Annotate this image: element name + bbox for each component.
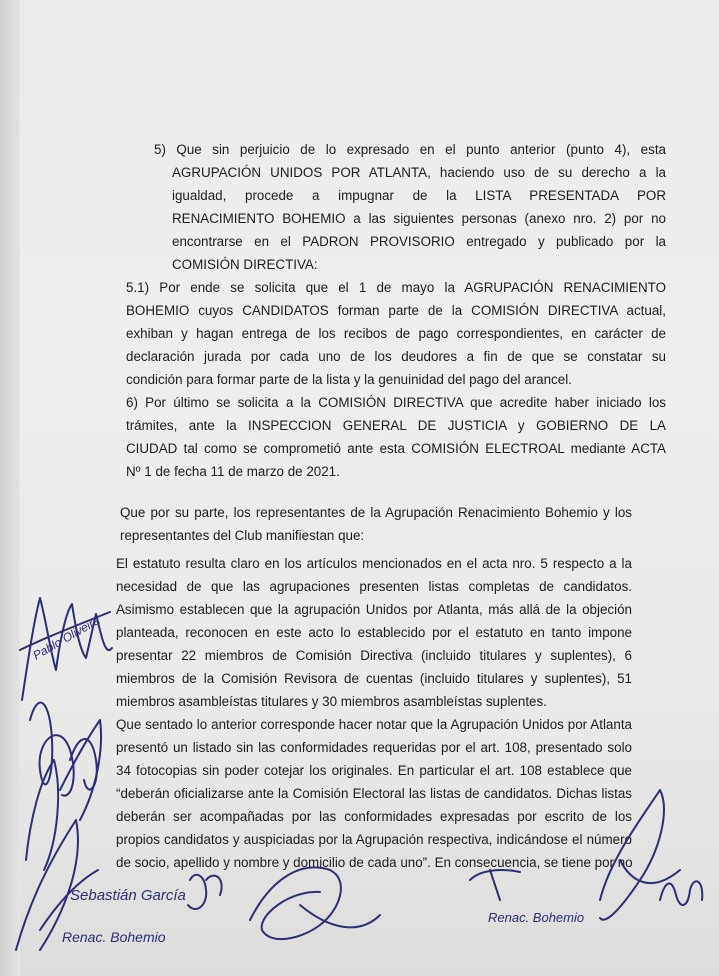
text-line: miembros asambleístas titulares y 30 miembros asambleístas suplentes. (116, 694, 547, 709)
text-line: declaración jurada por cada uno de los deudores a fin de que se constatar su (126, 349, 666, 364)
text-line: de socio, apellido y nombre y domicilio de cada uno”. En consecuencia, se tiene por no (116, 855, 633, 870)
text-line: “deberán oficializarse ante la Comisión Electoral las listas de candidatos. Dichas listas (116, 786, 632, 801)
text-line: El estatuto resulta claro en los artículos mencionados en el acta nro. 5 respecto a la (116, 556, 632, 571)
text-line: condición para formar parte de la lista y la genuinidad del pago del arancel. (126, 372, 572, 387)
text-line: RENACIMIENTO BOHEMIO a las siguientes personas (anexo nro. 2) por no (172, 211, 666, 226)
text-line: Nº 1 de fecha 11 de marzo de 2021. (126, 464, 340, 479)
signature-mark (188, 875, 222, 909)
text-line: Asimismo establecen que la agrupación Unidos por Atlanta, más allá de la objeción (116, 602, 632, 617)
text-line: Que por su parte, los representantes de la Agrupación Renacimiento Bohemio y los (120, 505, 632, 520)
text-line: igualdad, procede a impugnar de la LISTA PRESENTADA POR (172, 188, 666, 203)
signature-mark (250, 867, 341, 939)
text-line: Que sentado lo anterior corresponde hacer notar que la Agrupación Unidos por Atlanta (116, 717, 632, 732)
text-line: necesidad de que las agrupaciones presenten listas completas de candidatos. (116, 579, 632, 594)
text-line: 5.1) Por ende se solicita que el 1 de mayo la AGRUPACIÓN RENACIMIENTO (126, 280, 666, 295)
text-line: trámites, ante la INSPECCION GENERAL DE JUSTICIA y GOBIERNO DE LA (126, 418, 666, 433)
text-line: planteada, reconocen en este acto lo establecido por el estatuto en tanto impone (116, 625, 632, 640)
text-line: 5) Que sin perjuicio de lo expresado en el punto anterior (punto 4), esta (154, 142, 666, 157)
text-line: exhiban y hagan entrega de los recibos de pago correspondientes, en carácter de (126, 326, 666, 341)
text-line: deberán ser acompañadas por las conformidades expresadas por escrito de los (116, 809, 632, 824)
signature-mark (660, 881, 702, 905)
text-line: AGRUPACIÓN UNIDOS POR ATLANTA, haciendo uso de su derecho a la (172, 165, 666, 180)
signature-label: Renac. Bohemio (488, 910, 585, 925)
signature-label: Pablo Oliveira (30, 613, 103, 663)
text-line: CIUDAD tal como se comprometió ante esta COMISIÓN ELECTROAL mediante ACTA (126, 441, 666, 456)
text-line: representantes del Club manifiestan que: (120, 528, 365, 543)
text-line: 6) Por último se solicita a la COMISIÓN DIRECTIVA que acredite haber iniciado los (126, 395, 666, 410)
text-line: 34 fotocopias sin poder cotejar los originales. En particular el art. 108 establece que (116, 763, 632, 778)
text-line: BOHEMIO cuyos CANDIDATOS forman parte de la COMISIÓN DIRECTIVA actual, (126, 303, 666, 318)
signature-mark (600, 790, 664, 920)
signature-mark (470, 870, 520, 900)
signature-label: Renac. Bohemio (62, 929, 166, 945)
text-line: COMISIÓN DIRECTIVA: (172, 257, 318, 272)
text-line: presentó un listado sin las conformidades requeridas por el art. 108, presentado solo (116, 740, 632, 755)
text-line: propios candidatos y auspiciadas por la Agrupación respectiva, indicándose el número (116, 832, 632, 847)
text-line: encontrarse en el PADRON PROVISORIO entregado y publicado por la (172, 234, 666, 249)
text-line: miembros de la Comisión Revisora de cuentas (incluido titulares y suplentes), 51 (116, 671, 632, 686)
signature-mark (300, 905, 380, 927)
signature-label: Sebastián García (70, 887, 186, 904)
text-line: presentar 22 miembros de Comisión Directiva (incluido titulares y suplentes), 6 (116, 648, 632, 663)
